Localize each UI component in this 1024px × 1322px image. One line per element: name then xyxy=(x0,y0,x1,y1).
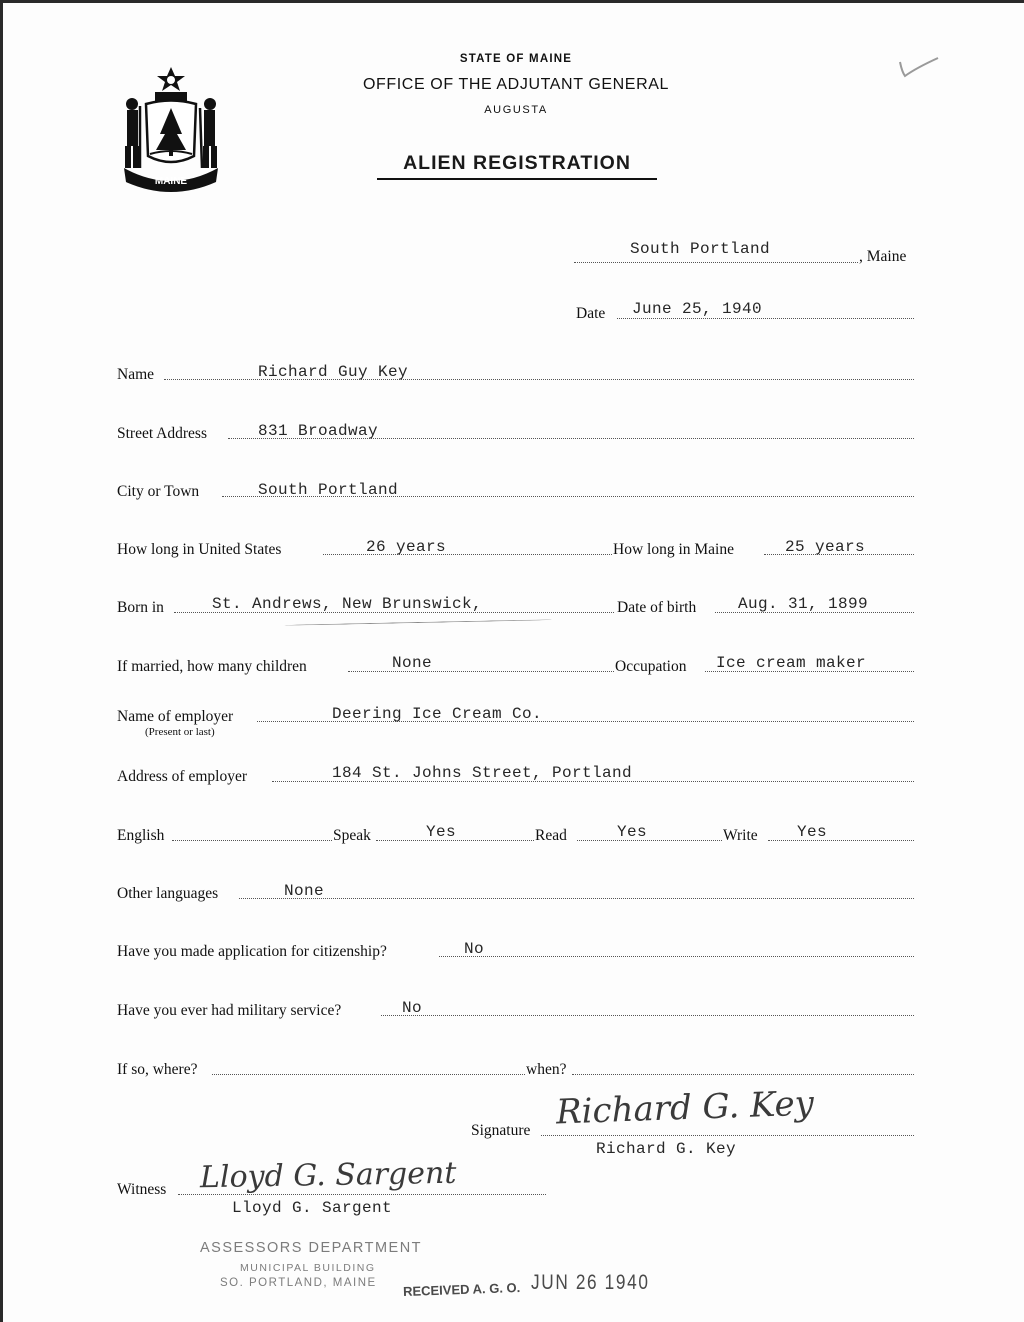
header-office: OFFICE OF THE ADJUTANT GENERAL xyxy=(362,76,670,93)
date-line xyxy=(617,318,914,319)
city-value: South Portland xyxy=(258,481,399,499)
signature-label: Signature xyxy=(471,1122,531,1139)
witness-handwritten: Lloyd G. Sargent xyxy=(199,1155,457,1196)
english-line xyxy=(172,840,332,841)
english-label: English xyxy=(117,827,165,844)
write-label: Write xyxy=(723,827,758,844)
employer-sublabel: (Present or last) xyxy=(145,726,215,738)
me-duration-value: 25 years xyxy=(785,538,866,556)
occupation-label: Occupation xyxy=(615,658,687,675)
check-mark-icon xyxy=(896,54,942,84)
where-label: If so, where? xyxy=(117,1061,198,1078)
dob-value: Aug. 31, 1899 xyxy=(738,595,869,613)
assessors-stamp-line1: ASSESSORS DEPARTMENT xyxy=(200,1240,423,1256)
place-line xyxy=(574,262,858,263)
pencil-underline xyxy=(284,619,552,626)
dob-label: Date of birth xyxy=(617,599,697,616)
signature-typed: Richard G. Key xyxy=(596,1140,737,1158)
occupation-value: Ice cream maker xyxy=(716,654,867,672)
speak-label: Speak xyxy=(333,827,371,844)
children-label: If married, how many children xyxy=(117,658,307,675)
military-line xyxy=(381,1015,914,1016)
military-value: No xyxy=(402,999,423,1017)
city-label: City or Town xyxy=(117,483,200,500)
street-label: Street Address xyxy=(117,425,207,442)
street-value: 831 Broadway xyxy=(258,422,379,440)
write-value: Yes xyxy=(797,823,828,841)
place-suffix: , Maine xyxy=(859,248,907,265)
employer-address-value: 184 St. Johns Street, Portland xyxy=(332,764,633,782)
born-label: Born in xyxy=(117,599,164,616)
write-line xyxy=(768,840,914,841)
signature-line xyxy=(541,1135,914,1136)
citizenship-line xyxy=(439,956,914,957)
witness-typed: Lloyd G. Sargent xyxy=(232,1199,393,1217)
where-line xyxy=(212,1074,525,1075)
received-stamp-date: JUN 26 1940 xyxy=(531,1271,650,1294)
citizenship-value: No xyxy=(464,940,485,958)
employer-value: Deering Ice Cream Co. xyxy=(332,705,543,723)
received-stamp-label: RECEIVED A. G. O. xyxy=(402,1279,521,1300)
other-languages-value: None xyxy=(284,882,325,900)
scan-edge-left xyxy=(0,0,3,1322)
name-value: Richard Guy Key xyxy=(258,363,409,381)
scan-edge-top xyxy=(0,0,1024,3)
place-value: South Portland xyxy=(630,240,771,258)
form-title: ALIEN REGISTRATION xyxy=(377,152,657,180)
header-state: STATE OF MAINE xyxy=(459,53,573,65)
date-value: June 25, 1940 xyxy=(632,300,763,318)
date-label: Date xyxy=(576,305,606,322)
me-duration-label: How long in Maine xyxy=(613,541,734,558)
citizenship-label: Have you made application for citizenship? xyxy=(117,943,387,960)
signature-handwritten: Richard G. Key xyxy=(555,1083,815,1133)
us-duration-label: How long in United States xyxy=(117,541,282,558)
seal-banner-text: MAINE xyxy=(154,176,188,187)
children-value: None xyxy=(392,654,433,672)
witness-label: Witness xyxy=(117,1181,167,1198)
when-label: when? xyxy=(526,1061,567,1078)
us-duration-value: 26 years xyxy=(366,538,447,556)
other-languages-label: Other languages xyxy=(117,885,219,902)
name-label: Name xyxy=(117,366,155,383)
maine-seal-icon xyxy=(118,64,224,192)
read-value: Yes xyxy=(617,823,648,841)
other-languages-line xyxy=(239,898,914,899)
when-line xyxy=(572,1074,914,1075)
military-label: Have you ever had military service? xyxy=(117,1002,342,1019)
read-label: Read xyxy=(535,827,567,844)
speak-value: Yes xyxy=(426,823,457,841)
employer-address-label: Address of employer xyxy=(117,768,247,785)
read-line xyxy=(577,840,722,841)
employer-label: Name of employer xyxy=(117,708,234,725)
assessors-stamp-line2: MUNICIPAL BUILDING xyxy=(240,1262,376,1274)
children-line xyxy=(348,671,614,672)
assessors-stamp-line3: SO. PORTLAND, MAINE xyxy=(220,1277,377,1289)
born-value: St. Andrews, New Brunswick, xyxy=(212,595,483,613)
header-city: AUGUSTA xyxy=(484,104,548,116)
